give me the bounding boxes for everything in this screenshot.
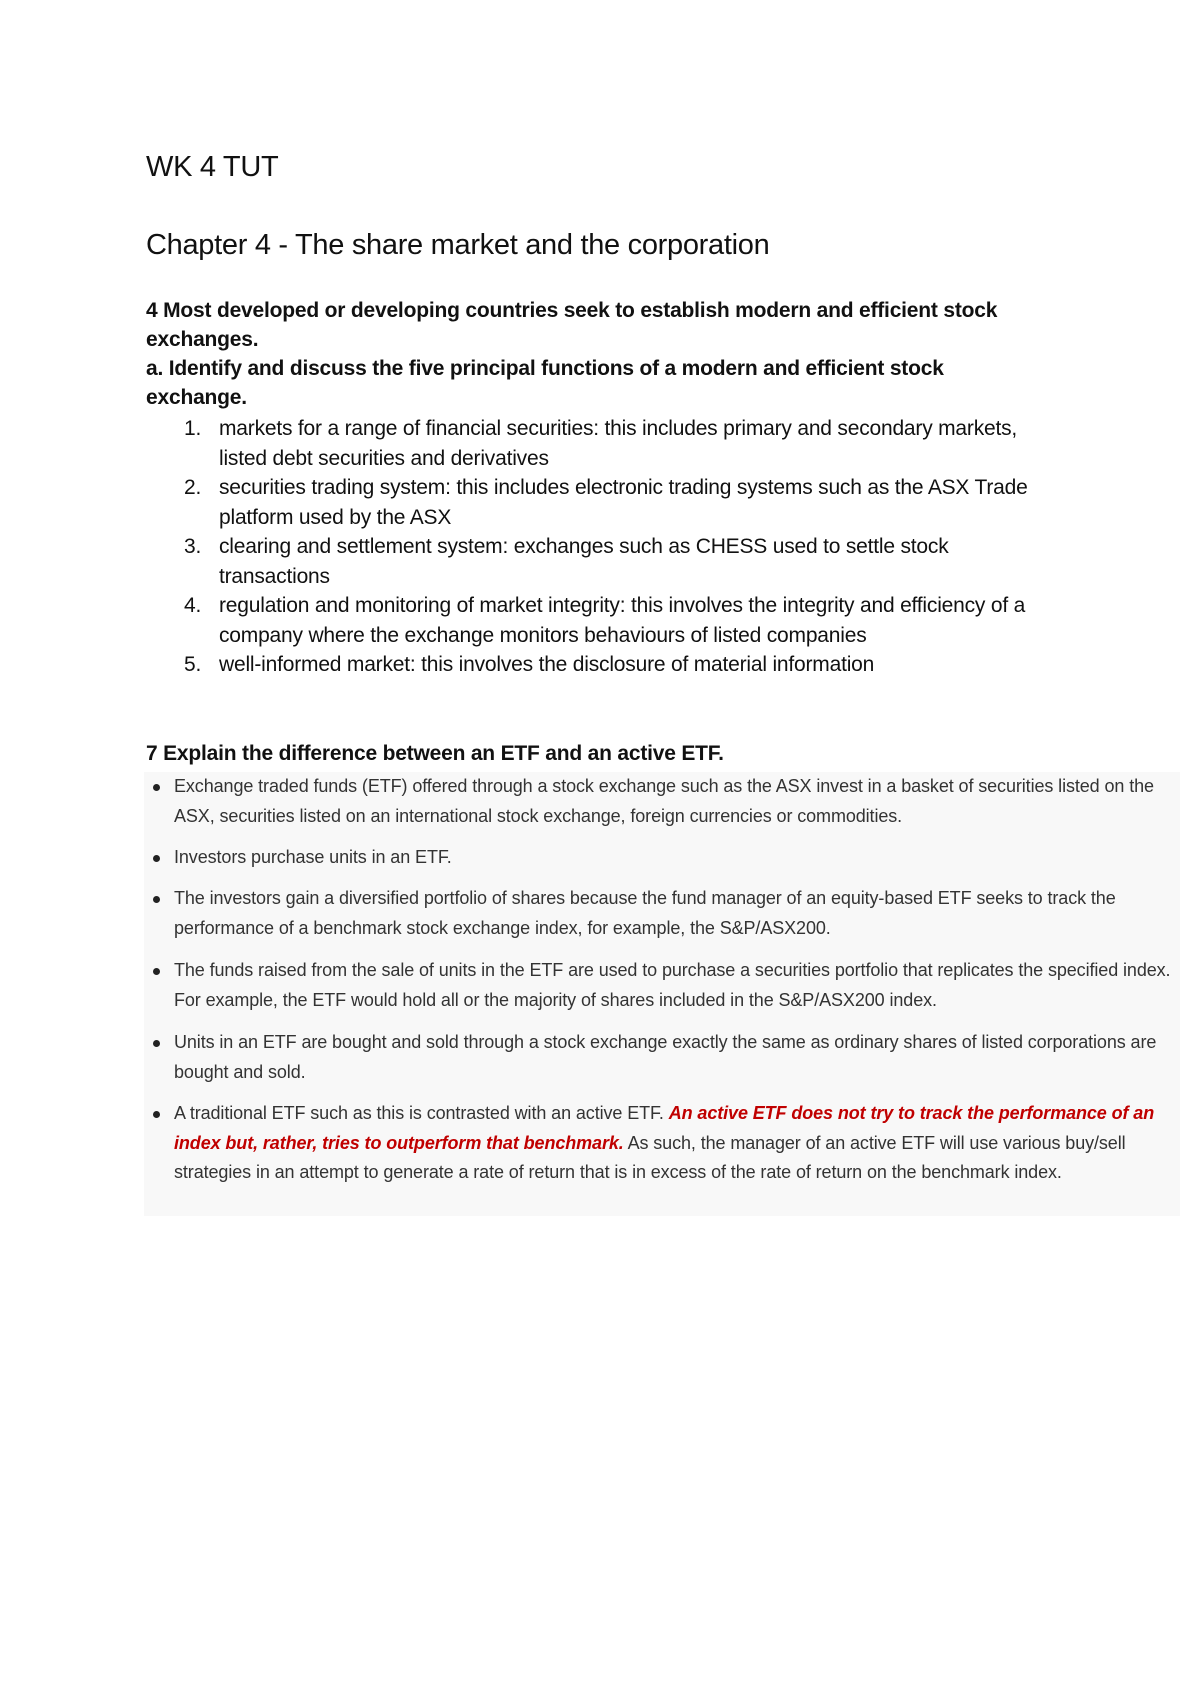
list-item-text: securities trading system: this includes electronic trading systems such as the ASX Trade platform used by the ASX <box>219 476 1028 529</box>
bullet-icon <box>153 1111 160 1118</box>
list-item-number: 3. <box>184 535 202 558</box>
question-7-prompt: 7 Explain the difference between an ETF and an active ETF. <box>146 742 724 765</box>
chapter-heading: Chapter 4 - The share market and the corporation <box>146 229 770 261</box>
bullet-item <box>144 1099 1180 1188</box>
list-item <box>146 532 1046 591</box>
bullet-text-continuation: As such, the manager of an active ETF will use various buy/sell strategies in an attempt to generate a rate of return that is in excess of the rate of return on the benchmark index. <box>174 1132 1126 1182</box>
bullet-item <box>144 843 1180 873</box>
bullet-text: Investors purchase units in an ETF. <box>174 847 452 867</box>
emphasized-text: An active ETF does not try to track the performance of an index but, rather, tries to outperform that benchmark. <box>174 1103 1155 1153</box>
list-item-text: well-informed market: this involves the disclosure of material information <box>219 653 875 676</box>
bullet-item <box>144 956 1180 1015</box>
bullet-text-intro: A traditional ETF such as this is contrasted with an active ETF. <box>174 1103 669 1123</box>
bullet-icon <box>153 784 160 791</box>
functions-list <box>146 414 1046 680</box>
list-item-text: regulation and monitoring of market integrity: this involves the integrity and efficiency of a company where the exchange monitors behaviours of listed companies <box>219 594 1026 647</box>
list-item-text: markets for a range of financial securities: this includes primary and secondary markets, listed debt securities and derivatives <box>219 417 1018 470</box>
list-item <box>146 414 1046 473</box>
bullet-text: Exchange traded funds (ETF) offered through a stock exchange such as the ASX invest in a basket of securities listed on the ASX, securities listed on an international stock exchange, foreign currencies or commodities. <box>174 776 1154 826</box>
question-4 <box>146 296 1046 412</box>
list-item <box>146 473 1046 532</box>
question-4-prompt: 4 Most developed or developing countries seek to establish modern and efficient stock exchanges. <box>146 299 998 351</box>
etf-answer-panel <box>144 772 1180 1216</box>
question-4-part-a: a. Identify and discuss the five principal functions of a modern and efficient stock exchange. <box>146 357 944 409</box>
list-item <box>146 650 1046 680</box>
bullet-text: Units in an ETF are bought and sold through a stock exchange exactly the same as ordinary shares of listed corporations are bought and sold. <box>174 1032 1157 1082</box>
question-7 <box>146 739 1046 768</box>
list-item-number: 5. <box>184 653 202 676</box>
list-item-number: 2. <box>184 476 202 499</box>
bullet-item <box>144 884 1180 943</box>
bullet-icon <box>153 855 160 862</box>
bullet-icon <box>153 968 160 975</box>
bullet-icon <box>153 1040 160 1047</box>
bullet-item <box>144 1028 1180 1087</box>
list-item-number: 1. <box>184 417 202 440</box>
bullet-text: The funds raised from the sale of units in the ETF are used to purchase a securities portfolio that replicates the specified index. For example, the ETF would hold all or the majority of shares included in the S&P/ASX200 index. <box>174 960 1171 1010</box>
list-item-text: clearing and settlement system: exchanges such as CHESS used to settle stock transactions <box>219 535 949 588</box>
bullet-icon <box>153 896 160 903</box>
list-item <box>146 591 1046 650</box>
list-item-number: 4. <box>184 594 202 617</box>
bullet-item <box>144 772 1180 831</box>
document-title: WK 4 TUT <box>146 151 279 183</box>
bullet-text: The investors gain a diversified portfolio of shares because the fund manager of an equity-based ETF seeks to track the performance of a benchmark stock exchange index, for example, the S&P/ASX200. <box>174 888 1116 938</box>
